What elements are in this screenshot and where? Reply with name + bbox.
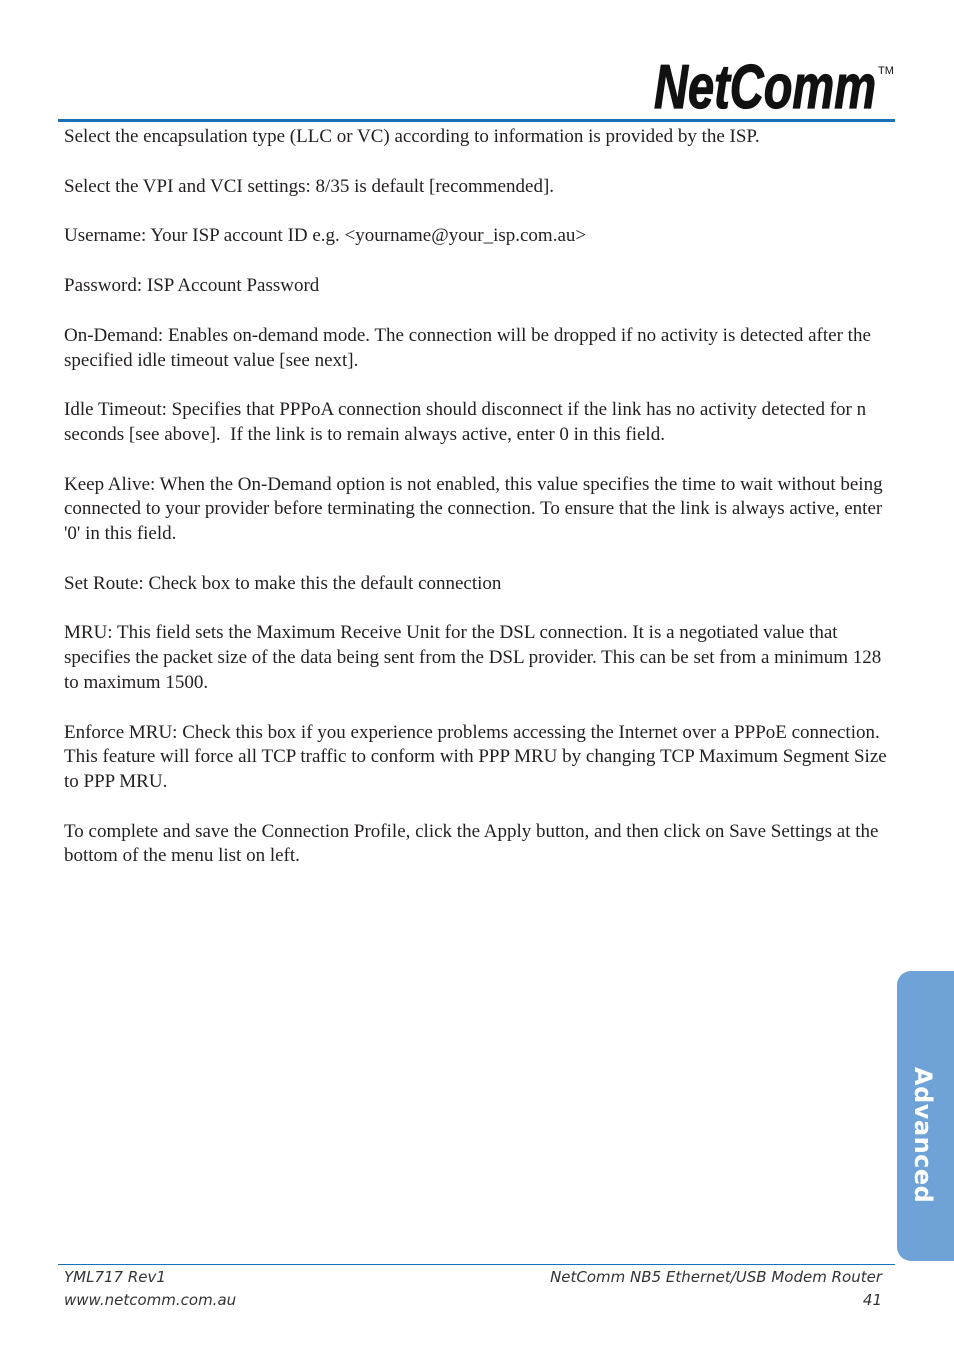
paragraph-username: Username: Your ISP account ID e.g. <yourname@your_isp.com.au>	[64, 225, 587, 247]
logo-wordmark: NetComm	[654, 54, 876, 116]
footer-website: www.netcomm.com.au	[64, 1291, 237, 1309]
paragraph-save-instructions: To complete and save the Connection Profile, click the Apply button, and then click on Save Settings at the bottom of the menu list on left.	[64, 820, 884, 867]
paragraph-encapsulation: Select the encapsulation type (LLC or VC) according to information is provided by the ISP.	[64, 126, 760, 147]
netcomm-logo	[652, 54, 896, 116]
section-tab-label: Advanced	[909, 1067, 937, 1204]
footer-divider	[58, 1264, 895, 1265]
section-tab-advanced	[897, 971, 954, 1261]
footer-page-number: 41	[862, 1291, 882, 1309]
body-text	[64, 125, 894, 894]
footer-doc-code: YML717 Rev1	[64, 1268, 166, 1286]
paragraph-password: Password: ISP Account Password	[64, 275, 320, 297]
paragraph-vpi-vci: Select the VPI and VCI settings: 8/35 is default [recommended].	[64, 175, 555, 197]
header-divider	[58, 119, 895, 122]
paragraph-enforce-mru: Enforce MRU: Check this box if you experience problems accessing the Internet over a PPPoE connection. This feature will force all TCP traffic to conform with PPP MRU by changing TCP Maximum Segment Size to PPP MRU.	[64, 721, 892, 792]
paragraph-on-demand: On-Demand: Enables on-demand mode. The connection will be dropped if no activity is detected after the specified idle timeout value [see next].	[64, 324, 876, 371]
logo-trademark: TM	[878, 65, 894, 77]
paragraph-set-route: Set Route: Check box to make this the default connection	[64, 572, 502, 594]
paragraph-idle-timeout: Idle Timeout: Specifies that PPPoA connection should disconnect if the link has no activity detected for n seconds [see above]. If the link is to remain always active, enter 0 in this field.	[64, 399, 871, 445]
paragraph-mru: MRU: This field sets the Maximum Receive Unit for the DSL connection. It is a negotiated value that specifies the packet size of the data being sent from the DSL provider. This can be set from a minimum 128 to maximum 1500.	[64, 622, 887, 693]
footer-product-name: NetComm NB5 Ethernet/USB Modem Router	[550, 1268, 882, 1286]
paragraph-keep-alive: Keep Alive: When the On-Demand option is not enabled, this value specifies the time to wait without being connected to your provider before terminating the connection. To ensure that the link is always active, enter '0' in this field.	[64, 473, 888, 545]
